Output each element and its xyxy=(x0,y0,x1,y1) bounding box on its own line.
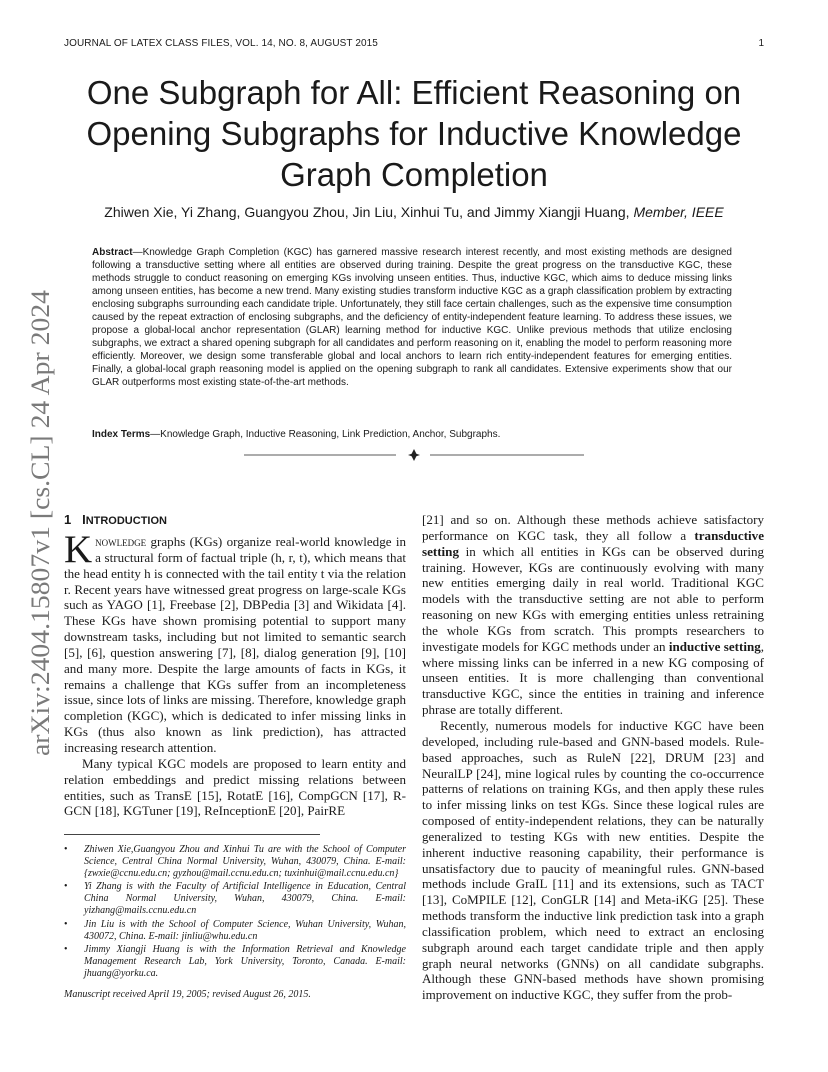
index-terms-label: Index Terms xyxy=(92,429,151,440)
section-title-rest: NTRODUCTION xyxy=(85,515,167,527)
intro-paragraph-2: Many typical KGC models are proposed to learn entity and relation embeddings and predict missing relations between entities, such as TransE [15], RotatE [16], CompGCN [17], R-GCN [18], KGTuner [19], ReInceptionE [20], PairRE xyxy=(64,755,406,819)
index-terms-text: —Knowledge Graph, Inductive Reasoning, Link Prediction, Anchor, Subgraphs. xyxy=(150,429,501,440)
manuscript-received-note: Manuscript received April 19, 2005; revised August 26, 2015. xyxy=(64,989,311,1001)
right-paragraph-1 xyxy=(422,512,764,718)
right-column xyxy=(422,512,764,1003)
abstract-text: —Knowledge Graph Completion (KGC) has garnered massive research interest recently, and most existing methods are designed following a transductive setting where all entities are observed during training. Despite the great progress on the transductive KGC, these methods struggle to conduct reasoning on emerging KGs involving unseen entities. Thus, inductive KGC, which aims to deduce missing links among unseen entities, has become a new trend. Many existing studies transform inductive KGC as a graph classification problem by extracting enclosing subgraphs surrounding each candidate triple. Unfortunately, they still face certain challenges, such as the expensive time consumption caused by the repeat extraction of enclosing subgraphs, and the deficiency of entity-independent feature learning. To address these issues, we propose a global-local anchor representation (GLAR) learning method for inductive KGC. Unlike previous methods that utilize enclosing subgraphs, we extract a shared opening subgraph for all candidates and perform reasoning on it, enabling the model to perform reasoning more efficiently. Moreover, we design some transferable global and local anchors to learn rich entity-independent features for emerging entities. Finally, a global-local graph reasoning model is applied on the opening subgraph to rank all candidates. Extensive experiments show that our GLAR outperforms most existing state-of-the-art methods. xyxy=(92,247,732,389)
section-heading-introduction xyxy=(64,512,406,529)
footnote-text: Jimmy Xiangji Huang is with the Information Retrieval and Knowledge Management Research Lab, York University, Toronto, Canada. E-mail: jhuang@yorku.ca. xyxy=(84,943,406,979)
intro-paragraph-1 xyxy=(64,528,406,756)
page-number: 1 xyxy=(758,38,764,49)
emphasis-inductive-setting: inductive setting xyxy=(668,638,761,654)
abstract-label: Abstract xyxy=(92,247,133,258)
right-paragraph-1-part-b: in which all entities in KGs can be observed during training. However, KGs are continuously evolving with many new entities emerging daily in real world. Traditional KGC models with the transductive setting are not able to perform reasoning on new KGs with emerging entities unless retraining the whole KGs from scratch. This prompts researchers to investigate models for KGC methods under an xyxy=(422,543,764,654)
footnotes xyxy=(64,844,406,1001)
abstract xyxy=(92,246,732,390)
running-header: JOURNAL OF LATEX CLASS FILES, VOL. 14, NO. 8, AUGUST 2015 xyxy=(64,38,378,49)
section-number: 1 xyxy=(64,512,72,527)
authors-names: Zhiwen Xie, Yi Zhang, Guangyou Zhou, Jin Liu, Xinhui Tu, and Jimmy Xiangji Huang, xyxy=(104,204,630,220)
right-paragraph-1-part-c: , where missing links can be inferred in a new KG composing of unseen entities. It is more challenging than conventional transductive KGC, since the entities in training and inference phrase are totally different. xyxy=(422,638,764,718)
authors-membership: Member, IEEE xyxy=(633,204,724,220)
footnote-affiliation-4: • Jimmy Xiangji Huang is with the Information Retrieval and Knowledge Management Research Lab, York University, Toronto, Canada. E-mail: jhuang@yorku.ca. xyxy=(64,943,406,979)
index-terms xyxy=(92,429,732,440)
footnote-text: Jin Liu is with the School of Computer Science, Wuhan University, Wuhan, 430072, China. E-mail: jinliu@whu.edu.cn xyxy=(84,918,406,942)
author-list xyxy=(64,204,764,220)
drop-cap-letter: K xyxy=(64,528,93,571)
right-paragraph-1-part-a: [21] and so on. Although these methods achieve satisfactory performance on KGC task, they all follow a xyxy=(422,512,764,543)
footnote-affiliation-2: • Yi Zhang is with the Faculty of Artificial Intelligence in Education, Central China Normal University, Wuhan, 430079, China. E-mail: yizhang@mails.ccnu.edu.cn xyxy=(64,881,406,917)
intro-paragraph-1-text: graphs (KGs) organize real-world knowledge in a structural form of factual triple (h, r, t), which means that the head entity h is connected with the tail entity t via the relation r. Recent years have witnessed great progress on large-scale KGs such as YAGO [1], Freebase [2], DBPedia [3] and Wikidata [4]. These KGs have shown promising potential to support many downstream tasks, including but not limited to semantic search [5], [6], question answering [7], [8], dialog generation [9], [10] and many more. Despite the large amounts of facts in KGs, it remains a challenge that KGs suffer from an incompleteness issue, since lots of links are missing. Therefore, knowledge graph completion (KGC), which is dedicated to infer missing links in KGs (thus also known as link prediction), has attracted increasing research attention. xyxy=(64,534,406,755)
emphasis-transductive-setting: transductive setting xyxy=(422,527,764,559)
arxiv-stamp-text: arXiv:2404.15807v1 [cs.CL] 24 Apr 2024 xyxy=(26,318,55,756)
footnote-rule xyxy=(64,834,320,835)
left-column xyxy=(64,512,406,819)
paper-title: One Subgraph for All: Efficient Reasoning on Opening Subgraphs for Inductive Knowledge Graph Completion xyxy=(86,74,742,193)
section-title-initial: I xyxy=(82,512,86,527)
footnote-affiliation-1: • Zhiwen Xie,Guangyou Zhou and Xinhui Tu are with the School of Computer Science, Central China Normal University, Wuhan, 430079, China. E-mail: {zwxie@ccnu.edu.cn; gyzhou@mail.ccnu.edu.cn; tuxinhui@mail.ccnu.edu.cn} xyxy=(64,844,406,880)
arxiv-identifier-stamp xyxy=(18,288,58,758)
footnote-text: Yi Zhang is with the Faculty of Artificial Intelligence in Education, Central China Normal University, Wuhan, 430079, China. E-mail: yizhang@mails.ccnu.edu.cn xyxy=(84,881,406,917)
right-paragraph-2: Recently, numerous models for inductive KGC have been developed, including rule-based and GNN-based models. Rule-based approaches, such as RuleN [22], DRUM [23] and NeuralLP [24], mine logical rules by counting the co-occurrence patterns of relations on training KGs, and then apply these rules to infer missing links on test KGs. Since these logical rules are composed of entity-independent relations, they can be naturally generalized to testing KGs with new entities. Despite the inherent inductive reasoning capability, their performance is unsatisfactory due to paucity of meaningful rules. GNN-based methods include GraIL [11] and its extensions, such as TACT [13], CoMPILE [12], ConGLR [14] and Meta-iKG [25]. These methods transform the inductive link prediction task into a graph classification problem, which need to extract an enclosing subgraph around each target candidate triple and then apply graph neural networks (GNNs) on all candidate subgraphs. Although these GNN-based methods have shown promising improvement on inductive KGC, they suffer from the prob- xyxy=(422,717,764,1003)
footnote-text: Zhiwen Xie,Guangyou Zhou and Xinhui Tu are with the School of Computer Science, Central China Normal University, Wuhan, 430079, China. E-mail: {zwxie@ccnu.edu.cn; gyzhou@mail.ccnu.edu.cn; tuxinhui@mail.ccnu.edu.cn} xyxy=(84,844,406,880)
intro-smallcaps-word: nowledge xyxy=(95,534,147,549)
section-divider xyxy=(244,447,584,463)
footnote-affiliation-3: • Jin Liu is with the School of Computer Science, Wuhan University, Wuhan, 430072, China. E-mail: jinliu@whu.edu.cn xyxy=(64,918,406,942)
